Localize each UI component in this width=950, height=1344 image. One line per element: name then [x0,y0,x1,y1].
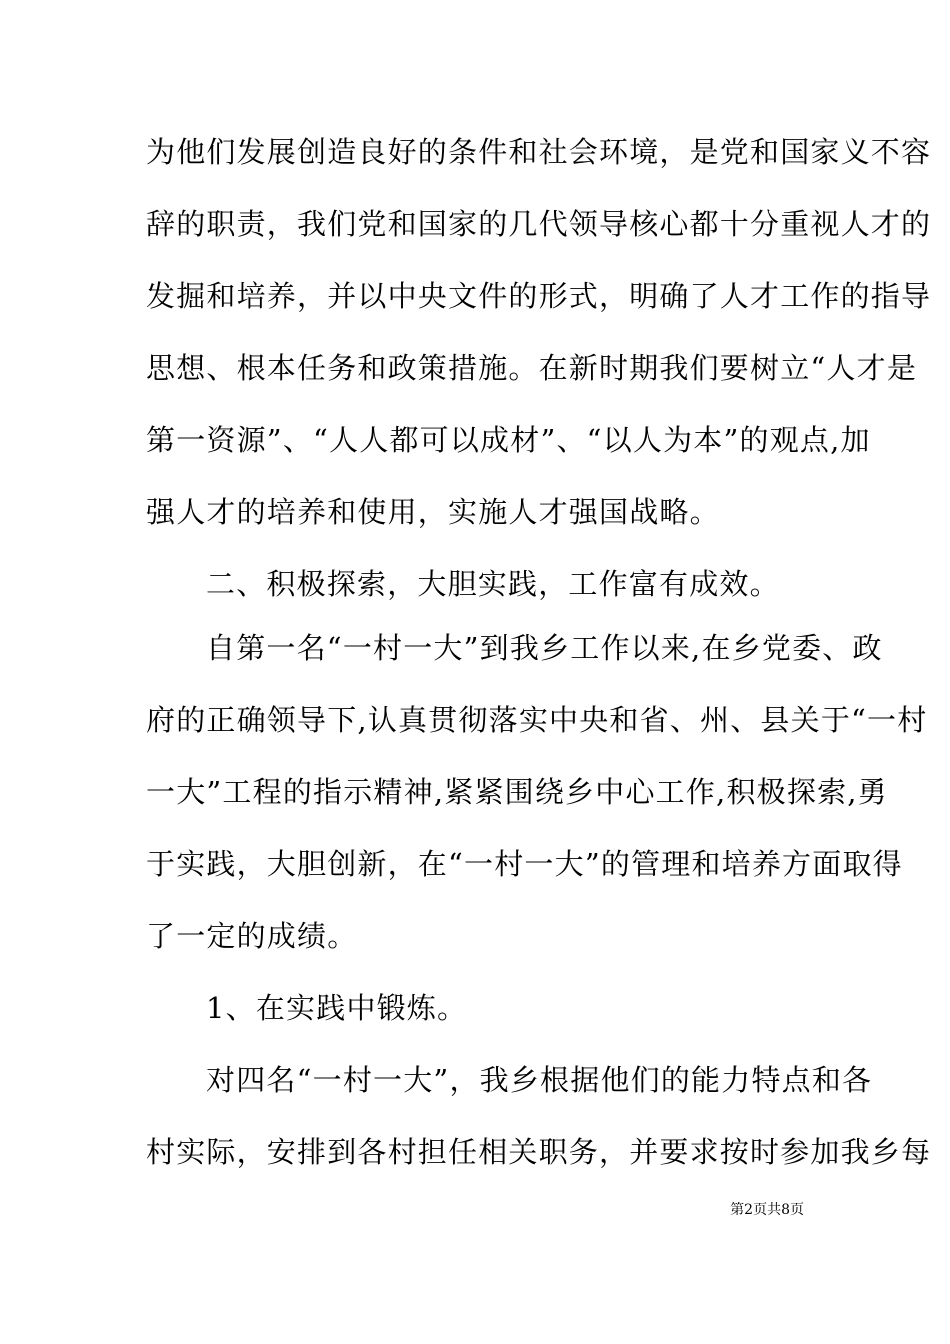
text-line: 为他们发展创造良好的条件和社会环境，是党和国家义不容 [146,135,932,169]
text-line: 村实际，安排到各村担任相关职务，并要求按时参加我乡每 [146,1135,932,1169]
text-line: 了一定的成绩。 [146,919,358,953]
text-line: 辞的职责，我们党和国家的几代领导核心都十分重视人才的 [146,207,932,241]
page-number-footer: 第2页共8页 [730,1202,804,1218]
subsection-heading: 1、在实践中锻炼。 [206,991,468,1025]
section-heading: 二、积极探索，大胆实践，工作富有成效。 [206,567,780,601]
text-line: 强人才的培养和使用，实施人才强国战略。 [146,495,720,529]
text-line: 自第一名“一村一大”到我乡工作以来,在乡党委、政 [206,631,883,665]
text-line: 对四名“一村一大”，我乡根据他们的能力特点和各 [206,1063,873,1097]
text-line: 于实践，大胆创新，在“一村一大”的管理和培养方面取得 [146,847,903,881]
text-line: 第一资源”、“人人都可以成材”、“以人为本”的观点,加 [146,423,871,457]
text-line: 发掘和培养，并以中央文件的形式，明确了人才工作的指导 [146,279,932,313]
text-line: 思想、根本任务和政策措施。在新时期我们要树立“人才是 [146,351,918,385]
text-line: 一大”工程的指示精神,紧紧围绕乡中心工作,积极探索,勇 [146,775,888,809]
text-line: 府的正确领导下,认真贯彻落实中央和省、州、县关于“一村 [146,703,928,737]
